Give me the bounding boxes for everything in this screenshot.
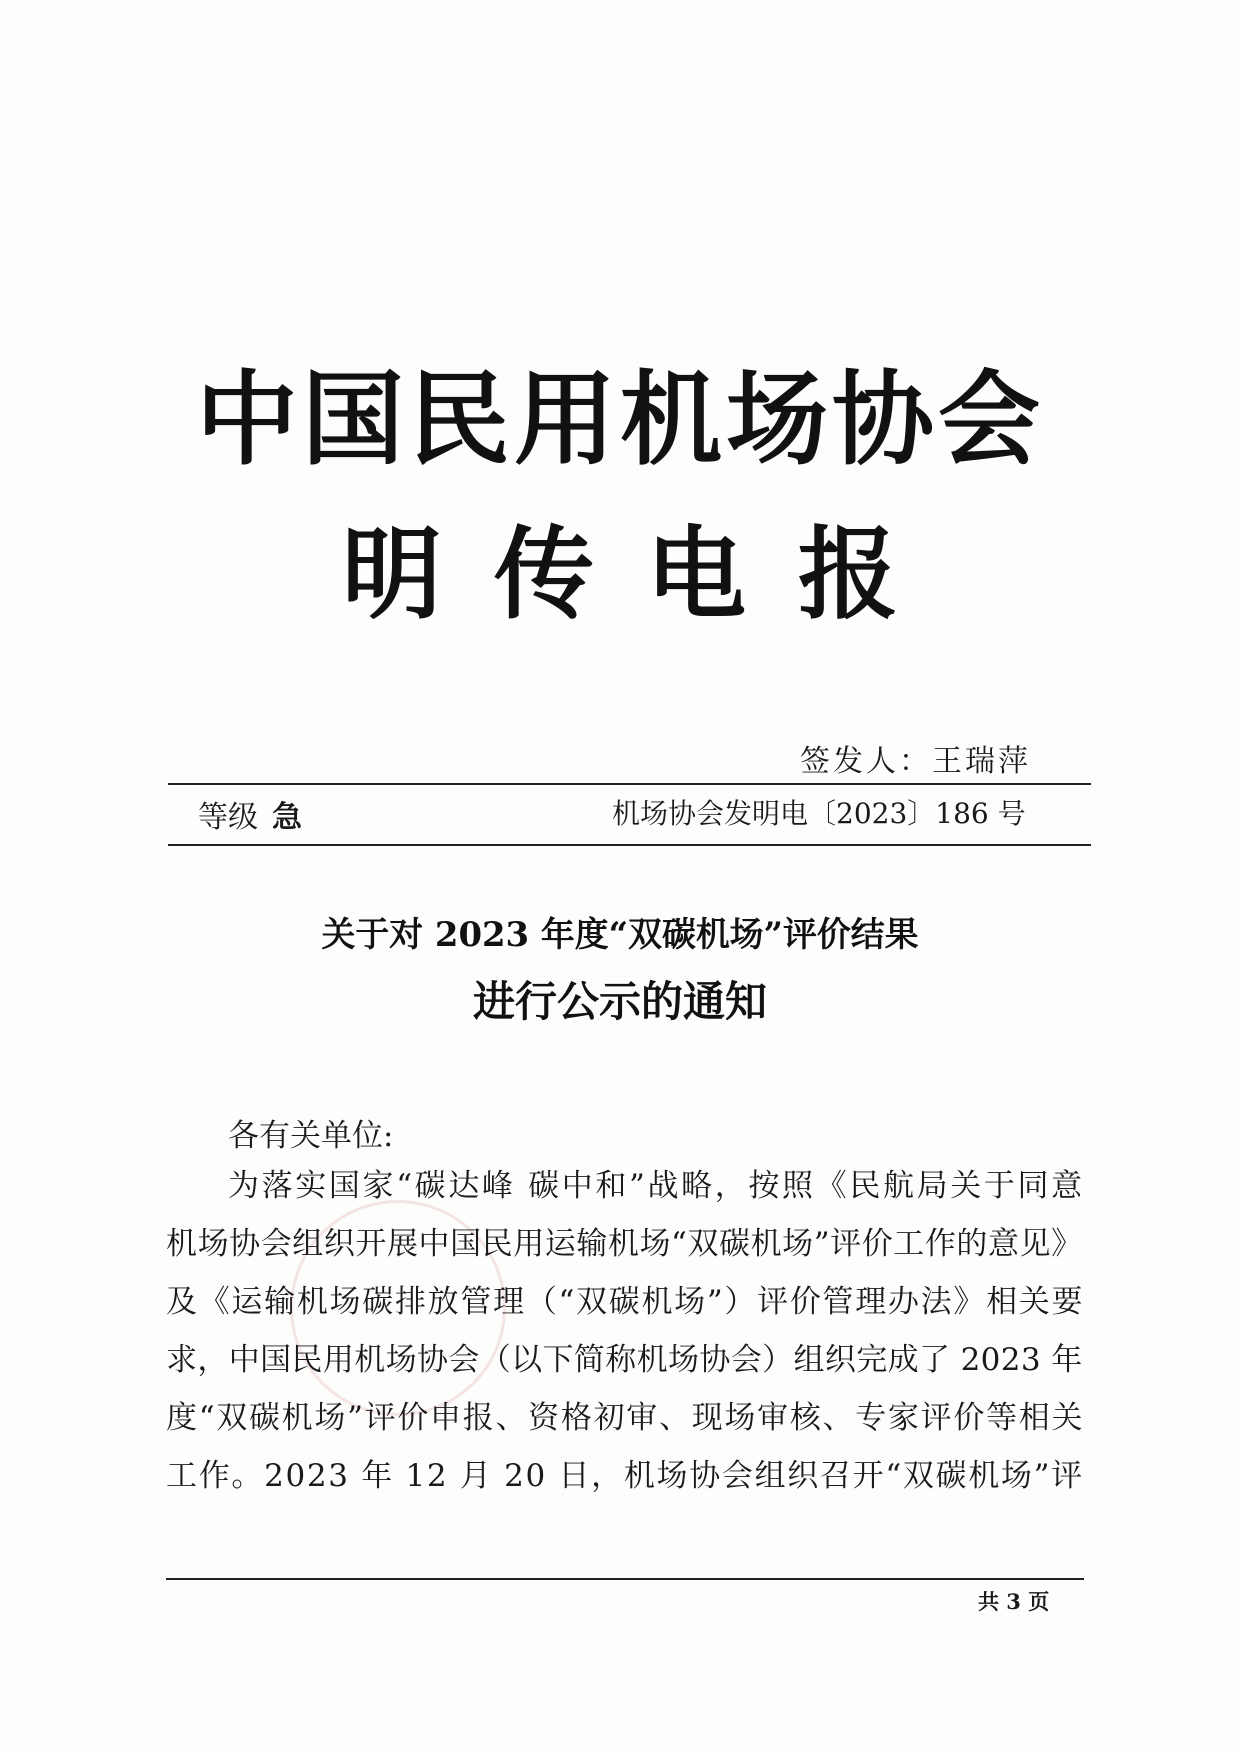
footer-rule bbox=[166, 1578, 1084, 1580]
signer-line bbox=[800, 736, 1100, 780]
header-rule-top bbox=[168, 783, 1091, 785]
notice-title-line-1: 关于对 2023 年度“双碳机场”评价结果 bbox=[321, 914, 919, 954]
signer-label: 签发人： bbox=[800, 744, 932, 779]
document-number: 机场协会发明电〔2023〕186 号 bbox=[612, 797, 1026, 830]
urgency-grade bbox=[198, 792, 302, 836]
signer-name: 王瑞萍 bbox=[932, 744, 1031, 779]
body-line: 为落实国家“碳达峰 碳中和”战略，按照《民航局关于同意 bbox=[228, 1168, 1085, 1204]
body-line: 机场协会组织开展中国民用运输机场“双碳机场”评价工作的意见》 bbox=[166, 1226, 1083, 1262]
salutation: 各有关单位: bbox=[228, 1118, 394, 1154]
body-line: 度“双碳机场”评价申报、资格初审、现场审核、专家评价等相关 bbox=[166, 1400, 1085, 1436]
body-line: 及《运输机场碳排放管理（“双碳机场”）评价管理办法》相关要 bbox=[166, 1284, 1085, 1320]
grade-value: 急 bbox=[272, 800, 302, 835]
body-line: 工作。2023 年 12 月 20 日，机场协会组织召开“双碳机场”评 bbox=[166, 1458, 1084, 1494]
body-line: 求，中国民用机场协会（以下简称机场协会）组织完成了 2023 年 bbox=[166, 1342, 1083, 1378]
grade-label: 等级 bbox=[198, 800, 258, 835]
header-rule-bottom bbox=[168, 844, 1091, 846]
document-type: 明传电报 bbox=[342, 516, 950, 633]
organization-name: 中国民用机场协会 bbox=[196, 361, 1044, 480]
notice-title-line-2: 进行公示的通知 bbox=[472, 977, 767, 1026]
page-count: 共 3 页 bbox=[978, 1589, 1050, 1614]
